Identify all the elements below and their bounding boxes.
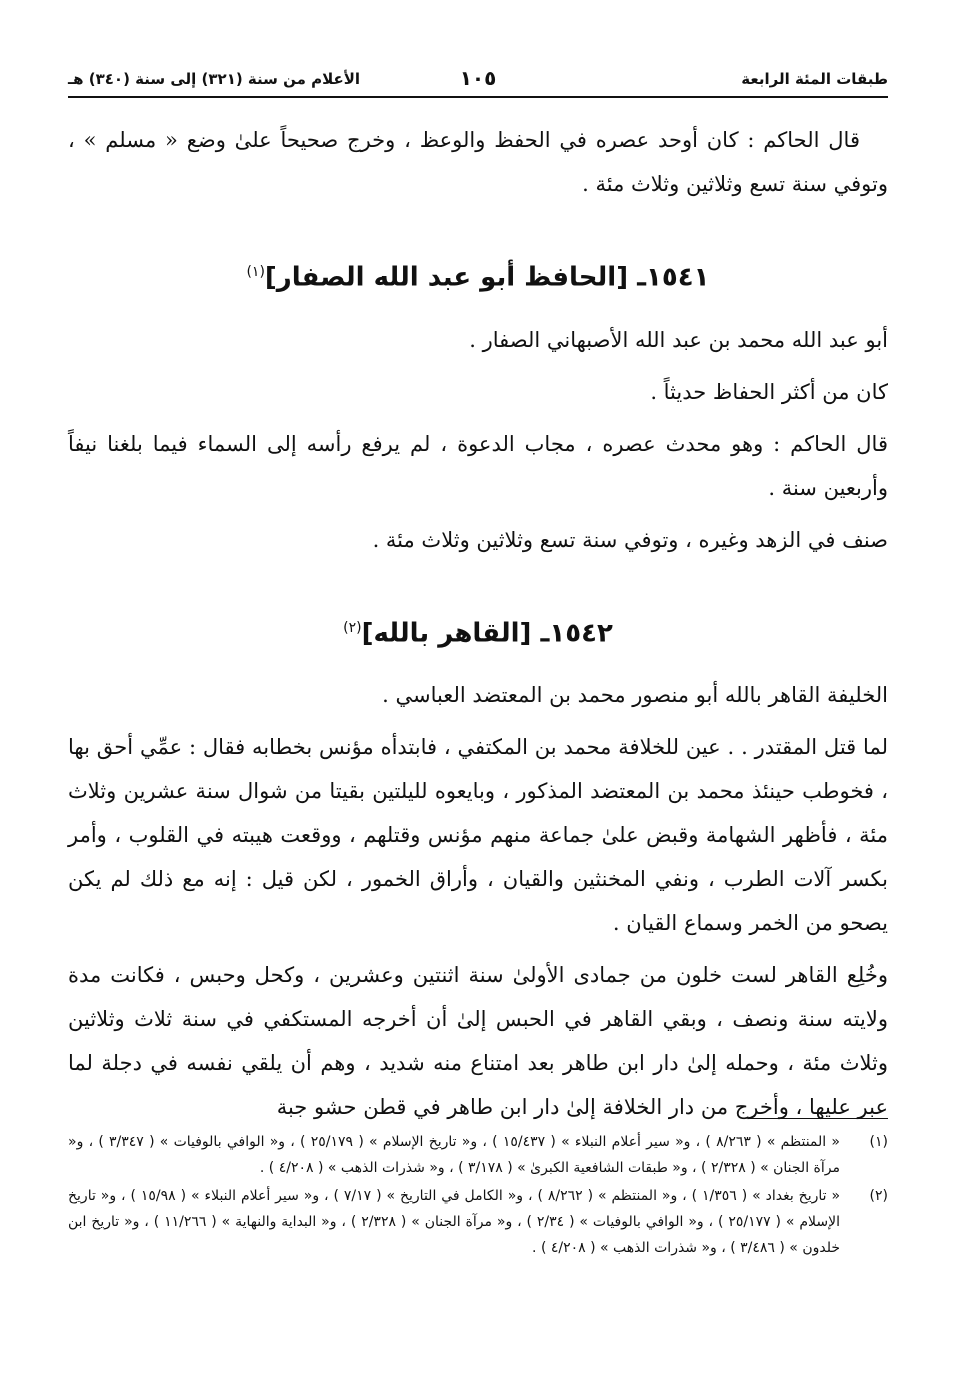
header-chapter-range: الأعلام من سنة (٣٢١) إلى سنة (٣٤٠) هـ [68, 70, 361, 88]
footnote-text: « المنتظم » ( ٨/٢٦٣ ) ، و« سير أعلام النبلاء » ( ١٥/٤٣٧ ) ، و« تاريخ الإسلام » ( ٢٥/١٧٩ ) ، و« الوافي بالوفيات » ( ٣/٣٤٧ ) ، و« مرآة الجنان » ( ٢/٣٢٨ ) ، و« طبقات الشافعية الكبرىٰ » ( ٣/١٧٨ ) ، و« شذرات الذهب » ( ٤/٢٠٨ ) . [68, 1134, 840, 1176]
entry-1541-paragraph-2: كان من أكثر الحفاظ حديثاً . [650, 379, 888, 404]
entry-1541-title [68, 250, 888, 300]
footnote-2 [68, 1183, 888, 1261]
footnotes [68, 1118, 888, 1263]
intro-paragraph: قال الحاكم : كان أوحد عصره في الحفظ والوعظ ، وخرج صحيحاً علىٰ وضع « مسلم » ، وتوفي سنة تسع وثلاثين وثلاث مئة . [68, 128, 888, 196]
footnote-divider [748, 1118, 888, 1119]
entry-1542-paragraph-2: لما قتل المقتدر . . عين للخلافة محمد بن المكتفي ، فابتدأه مؤنس بخطابه فقال : عمِّي أحق بها ، فخوطب حينئذ محمد بن المعتضد المذكور ، وبايعوه لليلتين بقيتا من شوال سنة عشرين وثلاث مئة ، فأظهر الشهامة وقبض علىٰ جماعة منهم مؤنس وقتلهم ، ووقعت هيبته في القلوب ، وأمر بكسر آلات الطرب ، ونفي المخنثين والقيان ، وأراق الخمور ، لكن قيل : إنه مع ذلك لم يكن يصحو من الخمر وسماع القيان . [68, 735, 888, 936]
footnote-number: (٢) [869, 1188, 888, 1204]
footnote-ref-2: (٢) [343, 619, 362, 636]
footnote-ref-1: (١) [246, 264, 265, 280]
footnote-number: (١) [869, 1134, 888, 1150]
entry-1541-paragraph-1: أبو عبد الله محمد بن عبد الله الأصبهاني الصفار . [469, 327, 888, 352]
entry-1542-paragraph-1: الخليفة القاهر بالله أبو منصور محمد بن المعتضد العباسي . [382, 683, 888, 708]
entry-1541-heading: ١٥٤١ـ [الحافظ أبو عبد الله الصفار] [264, 262, 710, 293]
main-text [68, 118, 888, 1129]
footnote-text: « تاريخ بغداد » ( ١/٣٥٦ ) ، و« المنتظم » ( ٨/٢٦٢ ) ، و« الكامل في التاريخ » ( ٧/١٧ ) ، و« سير أعلام النبلاء » ( ١٥/٩٨ ) ، و« تاريخ الإسلام » ( ٢٥/١٧٧ ) ، و« الوافي بالوفيات » ( ٢/٣٤ ) ، و« مرآة الجنان » ( ٢/٣٢٨ ) ، و« البداية والنهاية » ( ١١/٢٦٦ ) ، و« تاريخ ابن خلدون » ( ٣/٤٨٦ ) ، و« شذرات الذهب » ( ٤/٢٠٨ ) . [68, 1188, 841, 1256]
entry-1541-paragraph-3: قال الحاكم : وهو محدث عصره ، مجاب الدعوة ، لم يرفع رأسه إلى السماء فيما بلغنا نيفاً وأربعين سنة . [68, 431, 888, 500]
footnote-1 [68, 1129, 888, 1181]
header-book-section: طبقات المئة الرابعة [741, 70, 888, 88]
running-header [68, 62, 888, 98]
entry-1542-paragraph-3: وخُلِع القاهر لست خلون من جمادى الأولىٰ سنة اثنتين وعشرين ، وكحل وحبس ، فكانت مدة ولايته سنة ونصف ، وبقي القاهر في الحبس إلىٰ أن أخرجه المستكفي في سنة ثلاث وثلاثين وثلاث مئة ، وحمله إلىٰ دار ابن طاهر بعد امتناع منه شديد ، وهم أن يلقي نفسه في دجلة لما عبر عليها ، وأخرج من دار الخلافة إلىٰ دار ابن طاهر في قطن حشو جبة [68, 963, 888, 1120]
entry-1542-title [68, 606, 888, 656]
entry-1542-heading: ١٥٤٢ـ [القاهر بالله] [361, 618, 613, 649]
page-number: ١٠٥ [459, 66, 497, 90]
entry-1541-paragraph-4: صنف في الزهد وغيره ، وتوفي سنة تسع وثلاثين وثلاث مئة . [372, 527, 888, 552]
